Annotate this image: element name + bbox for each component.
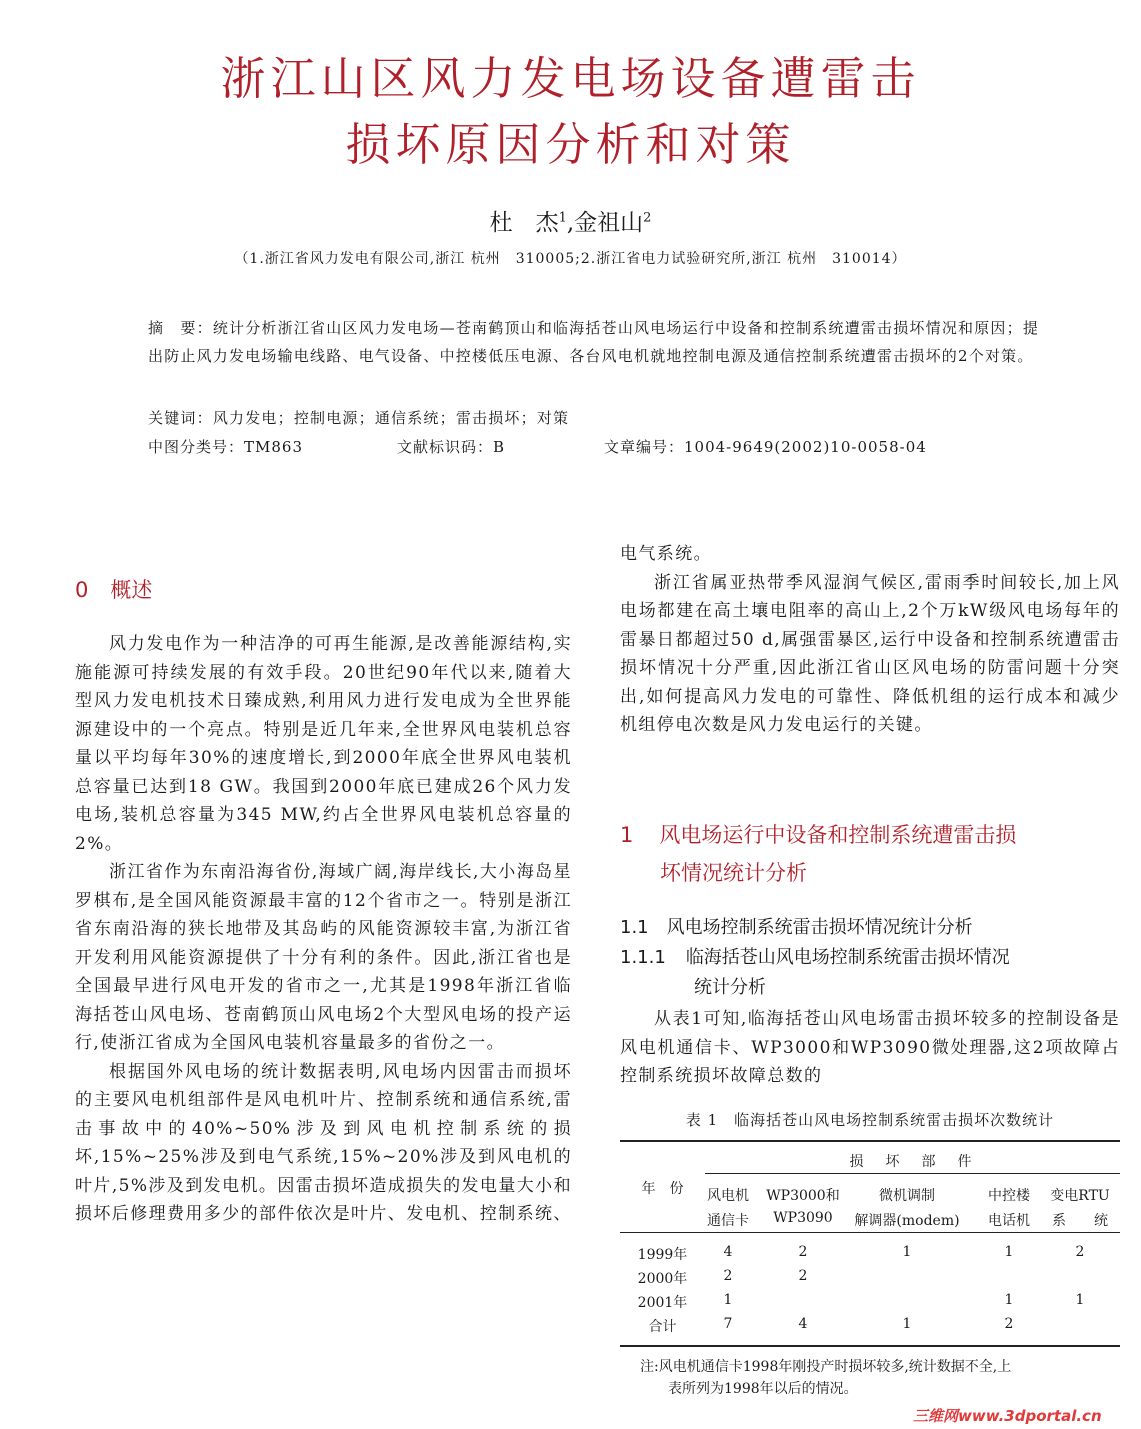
table-col-header-3-l1: 微机调制: [879, 1188, 935, 1204]
keywords-text: 风力发电；控制电源；通信系统；雷击损坏；对策: [212, 409, 570, 427]
table-cell: 1: [1004, 1292, 1014, 1308]
table-cell: 1: [902, 1244, 912, 1260]
author-separator: ,: [566, 210, 575, 236]
keywords: [148, 404, 1048, 432]
section-1-1-heading: [620, 913, 973, 939]
table-col-header-3-l2: 解调器(modem): [854, 1213, 960, 1229]
section-1-title-line1: 风电场运行中设备和控制系统遭雷击损: [659, 823, 1017, 847]
table-cell: 2: [798, 1268, 808, 1284]
table-cell: 1: [723, 1292, 733, 1308]
table-col-header-1-l1: 风电机: [707, 1188, 749, 1204]
affiliation: （1.浙江省风力发电有限公司,浙江 杭州 310005;2.浙江省电力试验研究所,浙江 杭州 310014）: [234, 251, 907, 267]
table-col-header-4-l1: 中控楼: [988, 1188, 1030, 1204]
table-col-header-2-l1: WP3000和: [766, 1188, 840, 1204]
table-bottom-rule: [620, 1345, 1120, 1347]
paragraph-4: 浙江省属亚热带季风湿润气候区,雷雨季时间较长,加上风电场都建在高土壤电阻率的高山上,2个万kW级风电场每年的雷暴日都超过50 d,属强雷暴区,运行中设备和控制系统遭雷击损坏情况十分严重,因此浙江省山区风电场的防雷问题十分突出,如何提高风力发电的可靠性、降低机组的运行成本和减少机组停电次数是风力发电运行的关键。: [620, 572, 1120, 735]
table-col-header-1-l2: 通信卡: [707, 1213, 749, 1229]
paragraph-3-continuation: 电气系统。: [620, 544, 712, 564]
table-header-rule: [620, 1232, 1120, 1233]
table-cell: 2: [1004, 1316, 1014, 1332]
table-year-header: 年 份: [641, 1181, 684, 1197]
table-group-header: 损 坏 部 件: [849, 1154, 976, 1170]
author-2: 金祖山: [574, 210, 644, 236]
section-1-1-title: 风电场控制系统雷击损坏情况统计分析: [666, 917, 973, 938]
section-1-1-1-title-line2: 统计分析: [694, 977, 766, 998]
table-row-year: 合计: [648, 1319, 677, 1335]
table-caption: [620, 1109, 1120, 1130]
document-code: 文献标识码：B: [397, 438, 506, 456]
paper-title-line2: 损坏原因分析和对策: [345, 118, 796, 171]
section-1-1-number: 1.1: [620, 917, 649, 938]
table-cell: 1: [1075, 1292, 1085, 1308]
authors: [0, 204, 1141, 237]
table-cell: 2: [723, 1268, 733, 1284]
paper-title-line1: 浙江山区风力发电场设备遭雷击: [220, 52, 921, 105]
section-1-number: 1: [620, 823, 634, 847]
watermark-text: 三维网www.3dportal.cn: [913, 1407, 1102, 1425]
section-1-1-1-heading: [620, 943, 1010, 1003]
table-note-line1: 注:风电机通信卡1998年刚投产时损坏较多,统计数据不全,上: [640, 1359, 1012, 1375]
abstract: [148, 314, 1048, 370]
table-row-year: 2001年: [637, 1295, 688, 1311]
watermark: [913, 1405, 1141, 1429]
article-number: 文章编号：1004-9649(2002)10-0058-04: [604, 438, 927, 456]
table-cell: 2: [798, 1244, 808, 1260]
section-1-title-line2: 坏情况统计分析: [660, 861, 807, 885]
table-row-year: 2000年: [637, 1271, 688, 1287]
table-caption-label: 表 1: [685, 1111, 719, 1129]
table-cell: 1: [1004, 1244, 1014, 1260]
abstract-label: 摘 要：: [148, 319, 213, 337]
paragraph-3: 根据国外风电场的统计数据表明,风电场内因雷击而损坏的主要风电机组部件是风电机叶片、控制系统和通信系统,雷击事故中的40%~50%涉及到风电机控制系统的损坏,15%~25%涉及到电气系统,15%~20%涉及到风电机的叶片,5%涉及到发电机。因雷击损坏造成损失的发电量大小和损坏后修理费用多少的部件依次是叶片、发电机、控制系统、: [75, 1061, 572, 1224]
table-cell: 4: [723, 1244, 733, 1260]
table-caption-text: 临海括苍山风电场控制系统雷击损坏次数统计: [734, 1111, 1055, 1129]
section-0-heading: [75, 574, 152, 604]
table-cell: 7: [723, 1316, 733, 1332]
table-cell: 2: [1075, 1244, 1085, 1260]
table-cell: 1: [902, 1316, 912, 1332]
table-cell: 4: [798, 1316, 808, 1332]
section-0-number: 0: [75, 578, 89, 602]
right-column-continuation: [620, 540, 1120, 740]
table-top-rule: [620, 1140, 1120, 1142]
abstract-text: 统计分析浙江省山区风力发电场—苍南鹤顶山和临海括苍山风电场运行中设备和控制系统遭雷击损坏情况和原因；提出防止风力发电场输电线路、电气设备、中控楼低压电源、各台风电机就地控制电源及通信控制系统遭雷击损坏的2个对策。: [148, 319, 1040, 365]
table-col-header-2-l2: WP3090: [773, 1210, 833, 1226]
section-1-heading: [620, 816, 1016, 892]
clc-number: 中图分类号：TM863: [148, 438, 303, 456]
author-1: 杜 杰: [489, 210, 559, 236]
table-note-line2: 表所列为1998年以后的情况。: [668, 1381, 858, 1397]
table-group-rule: [705, 1173, 1120, 1174]
paragraph-2: 浙江省作为东南沿海省份,海域广阔,海岸线长,大小海岛星罗棋布,是全国风能资源最丰富的12个省市之一。特别是浙江省东南沿海的狭长地带及其岛屿的风能资源较丰富,为浙江省开发利用风能资源提供了十分有利的条件。因此,浙江省也是全国最早进行风电开发的省市之一,尤其是1998年浙江省临海括苍山风电场、苍南鹤顶山风电场2个大型风电场的投产运行,使浙江省成为全国风电装机容量最多的省份之一。: [75, 862, 572, 1053]
author-2-mark: 2: [643, 210, 652, 226]
paragraph-5-block: [620, 1005, 1120, 1091]
paragraph-5: 从表1可知,临海括苍山风电场雷击损坏较多的控制设备是风电机通信卡、WP3000和WP3090微处理器,这2项故障占控制系统损坏故障总数的: [620, 1009, 1120, 1086]
section-0-title: 概述: [110, 578, 153, 602]
table-note: [640, 1356, 1125, 1400]
table-col-header-5-l2: 系 统: [1052, 1213, 1108, 1229]
table-col-header-5-l1: 变电RTU: [1050, 1188, 1110, 1204]
section-1-1-1-title-line1: 临海括苍山风电场控制系统雷击损坏情况: [685, 947, 1010, 968]
paragraph-1: 风力发电作为一种洁净的可再生能源,是改善能源结构,实施能源可持续发展的有效手段。20世纪90年代以来,随着大型风力发电机技术日臻成熟,利用风力进行发电成为全世界能源建设中的一个亮点。特别是近几年来,全世界风电装机总容量以平均每年30%的速度增长,到2000年底全世界风电装机总容量已达到18 GW。我国到2000年底已建成26个风力发电场,装机总容量为345 MW,约占全世界风电装机总容量的2%。: [75, 634, 572, 854]
table-row-year: 1999年: [637, 1247, 688, 1263]
table-col-header-4-l2: 电话机: [988, 1213, 1030, 1229]
left-column: [75, 630, 572, 1229]
author-1-mark: 1: [558, 210, 567, 226]
section-1-1-1-number: 1.1.1: [620, 947, 666, 968]
keywords-label: 关键词：: [148, 409, 213, 427]
